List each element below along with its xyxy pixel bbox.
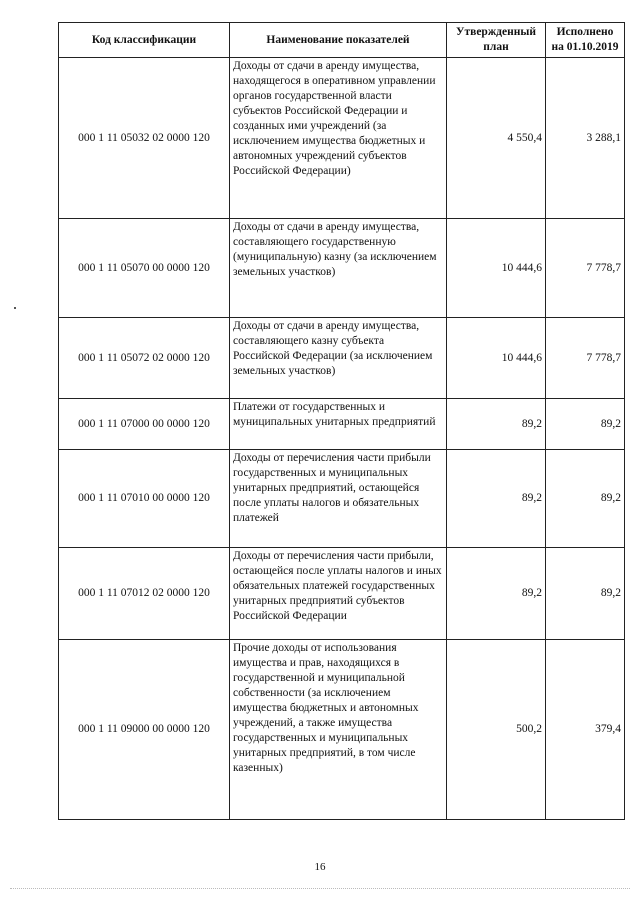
- table-row: [59, 58, 625, 219]
- header-plan-line2: план: [483, 41, 509, 53]
- row-plan: 500,2: [447, 640, 546, 820]
- header-done: [546, 23, 625, 58]
- row-code: 000 1 11 05072 02 0000 120: [59, 318, 230, 399]
- row-plan: 10 444,6: [447, 219, 546, 318]
- row-done: 89,2: [546, 450, 625, 548]
- table-row: [59, 399, 625, 450]
- row-plan: 89,2: [447, 450, 546, 548]
- row-plan: 4 550,4: [447, 58, 546, 219]
- row-code: 000 1 11 07000 00 0000 120: [59, 399, 230, 450]
- row-done: 7 778,7: [546, 318, 625, 399]
- row-code: 000 1 11 09000 00 0000 120: [59, 640, 230, 820]
- row-name: Доходы от сдачи в аренду имущества, составляющего казну субъекта Российской Федерации (за исключением земельных участков): [230, 318, 447, 399]
- table-header-row: [59, 23, 625, 58]
- table-row: [59, 548, 625, 640]
- row-code: 000 1 11 07010 00 0000 120: [59, 450, 230, 548]
- scan-artifact-line: [10, 888, 630, 889]
- row-code: 000 1 11 05032 02 0000 120: [59, 58, 230, 219]
- row-name: Прочие доходы от использования имущества и прав, находящихся в государственной и муниципальной собственности (за исключением имущества бюджетных и автономных учреждений, а также имущества государственных и муниципальных унитарных предприятий, в том числе казенных): [230, 640, 447, 820]
- table-row: [59, 219, 625, 318]
- row-code: 000 1 11 05070 00 0000 120: [59, 219, 230, 318]
- row-name: Доходы от сдачи в аренду имущества, составляющего государственную (муниципальную) казну (за исключением земельных участков): [230, 219, 447, 318]
- row-plan: 89,2: [447, 399, 546, 450]
- header-name: Наименование показателей: [230, 23, 447, 58]
- row-code: 000 1 11 07012 02 0000 120: [59, 548, 230, 640]
- row-done: 7 778,7: [546, 219, 625, 318]
- header-done-line2: на 01.10.2019: [551, 41, 619, 53]
- row-plan: 10 444,6: [447, 318, 546, 399]
- row-plan: 89,2: [447, 548, 546, 640]
- header-code: Код классификации: [59, 23, 230, 58]
- row-done: 3 288,1: [546, 58, 625, 219]
- row-done: 89,2: [546, 399, 625, 450]
- page-number: 16: [314, 861, 326, 873]
- header-plan-line1: Утвержденный: [456, 26, 536, 38]
- header-done-line1: Исполнено: [556, 26, 614, 38]
- table-row: [59, 450, 625, 548]
- header-plan: [447, 23, 546, 58]
- scan-artifact-dot: [14, 307, 16, 309]
- row-name: Доходы от перечисления части прибыли государственных и муниципальных унитарных предприятий, остающейся после уплаты налогов и обязательных платежей: [230, 450, 447, 548]
- row-name: Доходы от перечисления части прибыли, остающейся после уплаты налогов и иных обязательных платежей государственных унитарных предприятий субъектов Российской Федерации: [230, 548, 447, 640]
- table-row: [59, 640, 625, 820]
- budget-revenue-table: [58, 22, 625, 820]
- row-done: 89,2: [546, 548, 625, 640]
- row-name: Платежи от государственных и муниципальных унитарных предприятий: [230, 399, 447, 450]
- table-row: [59, 318, 625, 399]
- row-name: Доходы от сдачи в аренду имущества, находящегося в оперативном управлении органов государственной власти субъектов Российской Федерации и созданных ими учреждений (за исключением имущества бюджетных и автономных учреждений субъектов Российской Федерации): [230, 58, 447, 219]
- row-done: 379,4: [546, 640, 625, 820]
